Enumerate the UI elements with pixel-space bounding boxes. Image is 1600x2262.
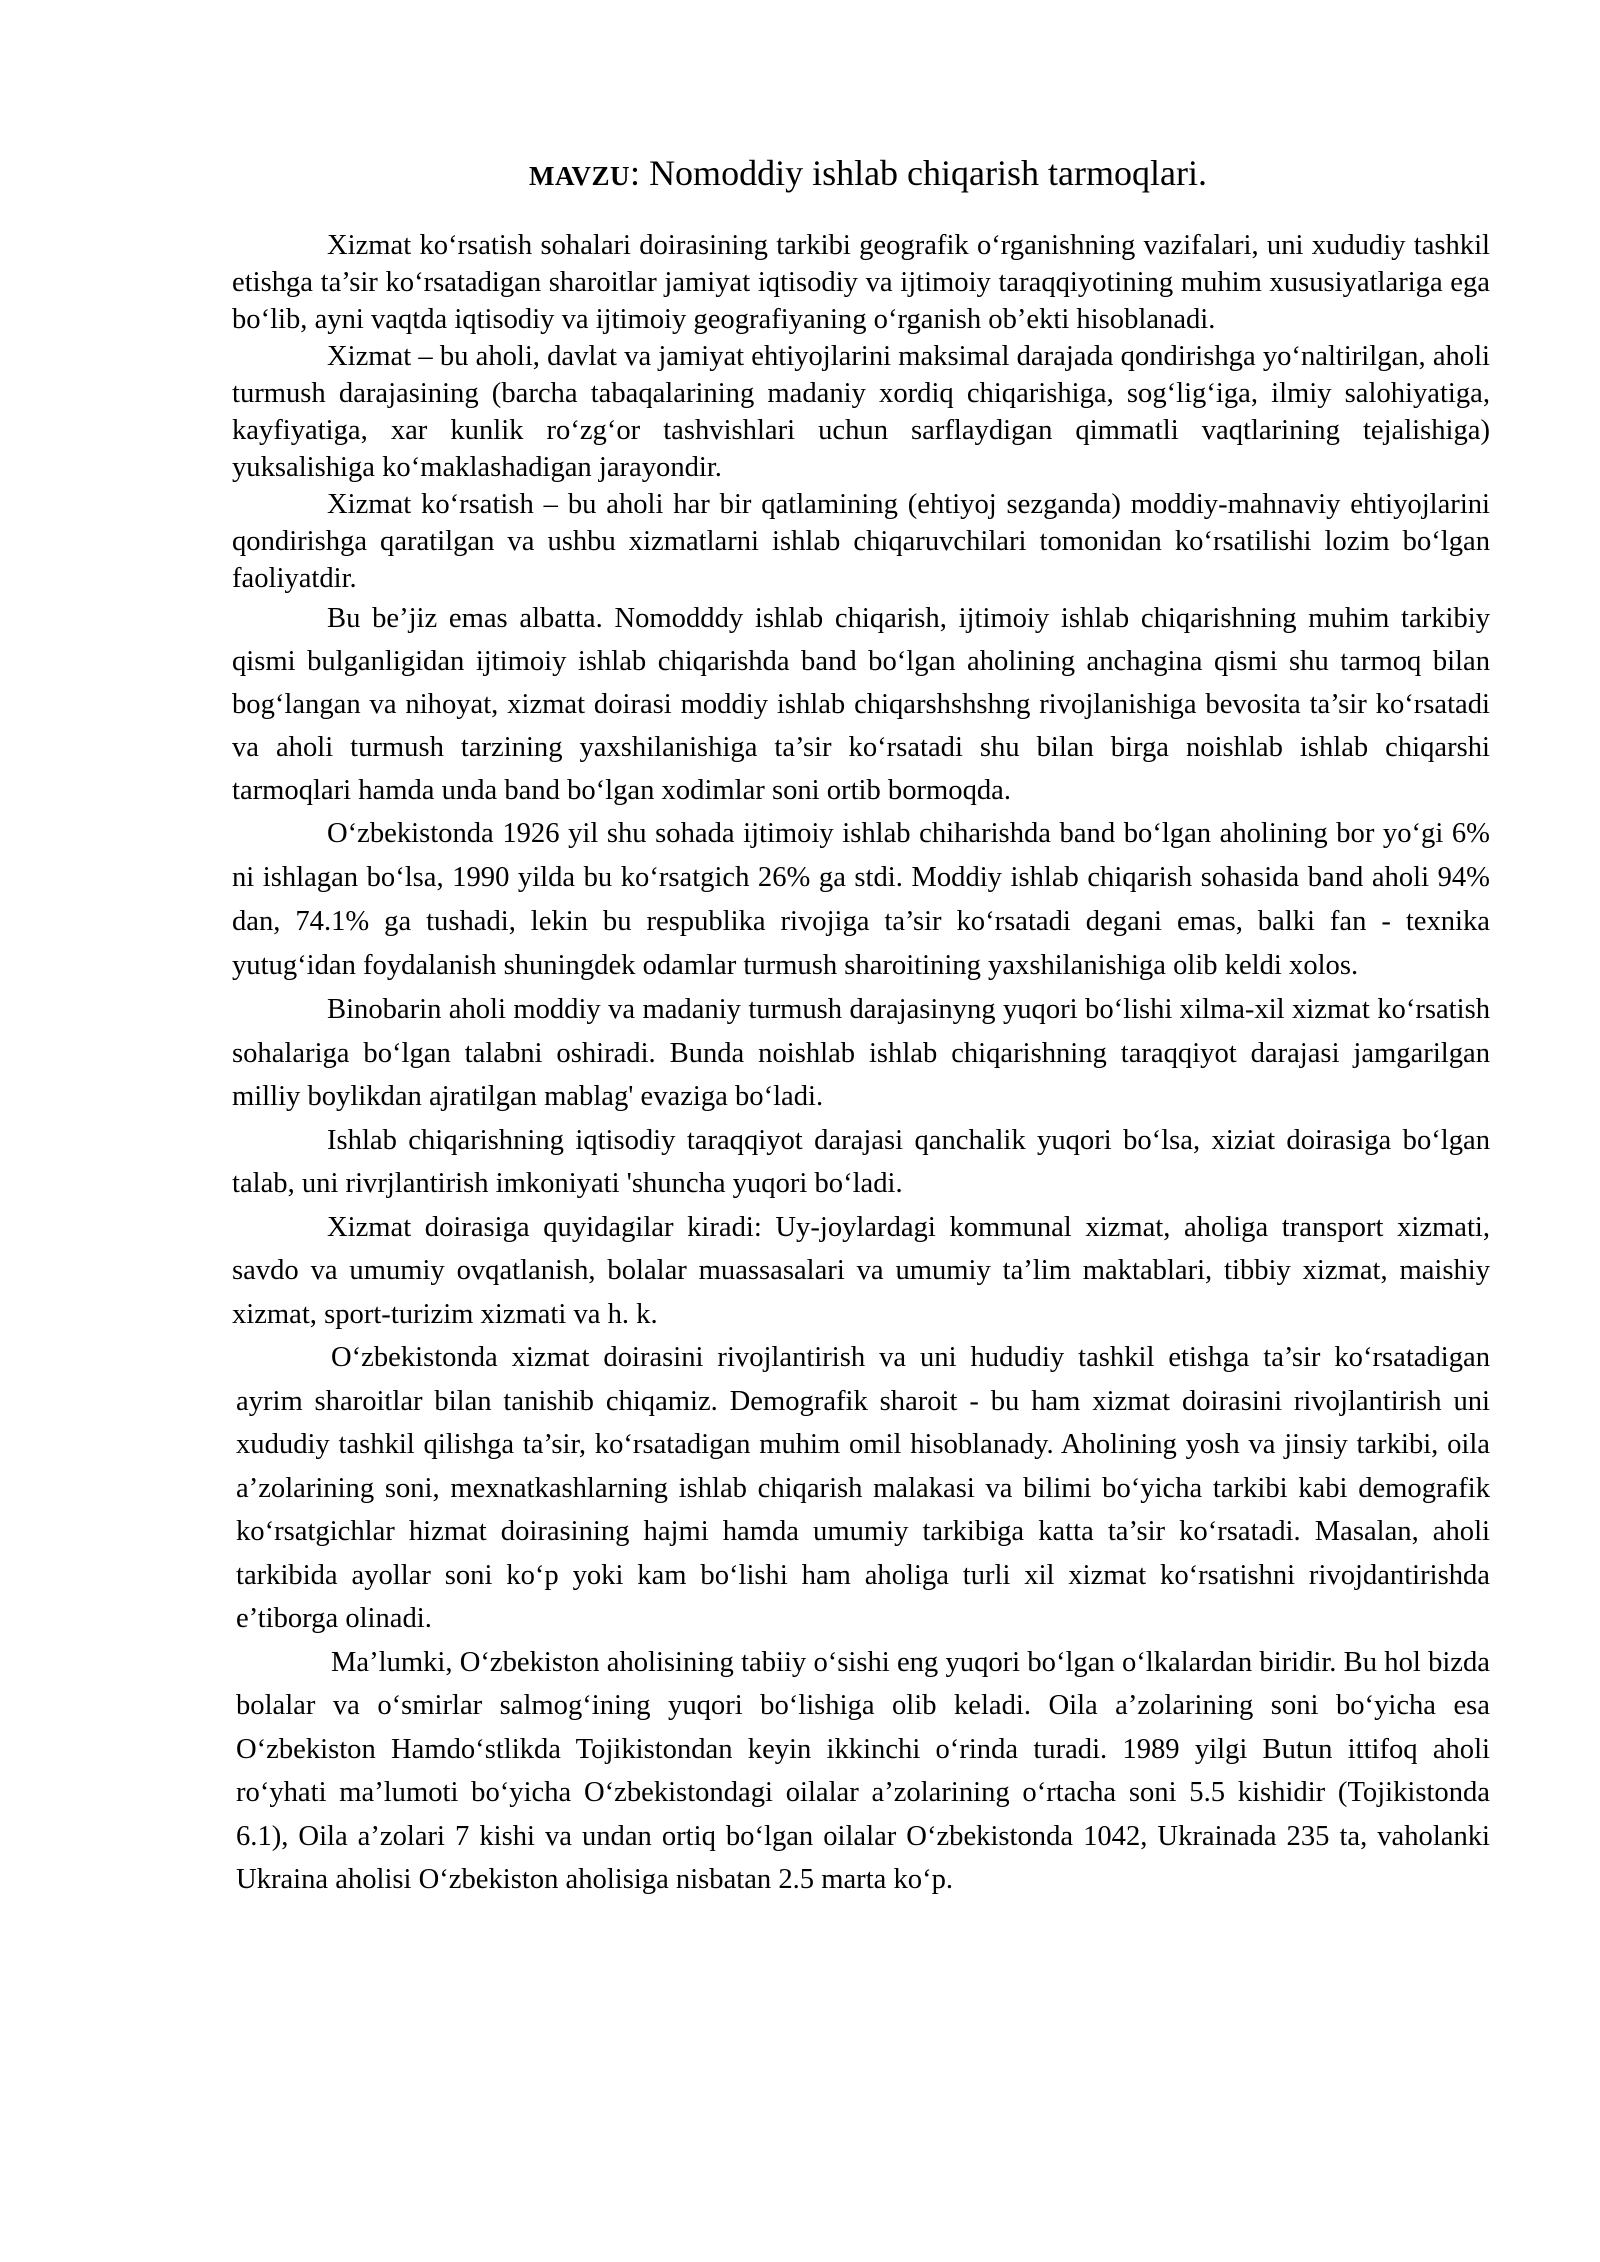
paragraph-3: Xizmat ko‘rsatish – bu aholi har bir qatlamining (ehtiyoj sezganda) moddiy-mahnaviy ehtiyojlarini qondirishga qaratilgan va ushbu xizmatlarni ishlab chiqaruvchilari tomonidan ko‘rsatilishi lozim bo‘lgan faoliyatdir.: [232, 489, 1490, 594]
page-title: [232, 150, 1490, 199]
paragraph-7: Ishlab chiqarishning iqtisodiy taraqqiyot darajasi qanchalik yuqori bo‘lsa, xiziat doirasiga bo‘lgan talab, uni rivrjlantirish imkoniyati 'shuncha yuqori bo‘ladi.: [232, 1124, 1490, 1199]
paragraph-10: Ma’lumki, O‘zbekiston aholisining tabiiy o‘sishi eng yuqori bo‘lgan o‘lkalardan biridir. Bu hol bizda bolalar va o‘smirlar salmog‘ining yuqori bo‘lishiga olib keladi. Oila a’zolarining soni bo‘yicha esa O‘zbekiston Hamdo‘stlikda Tojikistondan keyin ikkinchi o‘rinda turadi. 1989 yilgi Butun ittifoq aholi ro‘yhati ma’lumoti bo‘yicha O‘zbekistondagi oilalar a’zolarining o‘rtacha soni 5.5 kishidir (Tojikistonda 6.1), Oila a’zolari 7 kishi va undan ortiq bo‘lgan oilalar O‘zbekistonda 1042, Ukrainada 235 ta, vaholanki Ukraina aholisi O‘zbekiston aholisiga nisbatan 2.5 marta ko‘p.: [236, 1646, 1490, 1895]
title-colon: :: [630, 153, 641, 193]
title-text: Nomoddiy ishlab chiqarish tarmoqlari.: [640, 153, 1207, 193]
paragraph-2: Xizmat – bu aholi, davlat va jamiyat ehtiyojlarini maksimal darajada qondirishga yo‘naltirilgan, aholi turmush darajasining (barcha tabaqalarining madaniy xordiq chiqarishiga, sog‘lig‘iga, ilmiy salohiyatiga, kayfiyatiga, xar kunlik ro‘zg‘or tashvishlari uchun sarflaydigan qimmatli vaqtlarining tejalishiga) yuksalishiga ko‘maklashadigan jarayondir.: [232, 341, 1490, 483]
paragraph-8: Xizmat doirasiga quyidagilar kiradi: Uy-joylardagi kommunal xizmat, aholiga transport xizmati, savdo va umumiy ovqatlanish, bolalar muassasalari va umumiy ta’lim maktablari, tibbiy xizmat, maishiy xizmat, sport-turizim xizmati va h. k.: [232, 1211, 1490, 1330]
paragraph-5: O‘zbekistonda 1926 yil shu sohada ijtimoiy ishlab chiharishda band bo‘lgan aholining bor yo‘gi 6% ni ishlagan bo‘lsa, 1990 yilda bu ko‘rsatgich 26% ga stdi. Moddiy ishlab chiqarish sohasida band aholi 94% dan, 74.1% ga tushadi, lekin bu respublika rivojiga ta’sir ko‘rsatadi degani emas, balki fan - texnika yutug‘idan foydalanish shuningdek odamlar turmush sharoitining yaxshilanishiga olib keldi xolos.: [232, 818, 1490, 981]
title-label: MAVZU: [529, 161, 631, 191]
paragraph-1: Xizmat ko‘rsatish sohalari doirasining tarkibi geografik o‘rganishning vazifalari, uni xududiy tashkil etishga ta’sir ko‘rsatadigan sharoitlar jamiyat iqtisodiy va ijtimoiy taraqqiyotining muhim xususiyatlariga ega bo‘lib, ayni vaqtda iqtisodiy va ijtimoiy geografiyaning o‘rganish ob’ekti hisoblanadi.: [232, 230, 1490, 335]
paragraph-6: Binobarin aholi moddiy va madaniy turmush darajasinyng yuqori bo‘lishi xilma-xil xizmat ko‘rsatish sohalariga bo‘lgan talabni oshiradi. Bunda noishlab ishlab chiqarishning taraqqiyot darajasi jamgarilgan milliy boylikdan ajratilgan mablag' evaziga bo‘ladi.: [232, 994, 1490, 1112]
paragraph-4: Bu be’jiz emas albatta. Nomodddy ishlab chiqarish, ijtimoiy ishlab chiqarishning muhim tarkibiy qismi bulganligidan ijtimoiy ishlab chiqarishda band bo‘lgan aholining anchagina qismi shu tarmoq bilan bog‘langan va nihoyat, xizmat doirasi moddiy ishlab chiqarshshshng rivojlanishiga bevosita ta’sir ko‘rsatadi va aholi turmush tarzining yaxshilanishiga ta’sir ko‘rsatadi shu bilan birga noishlab ishlab chiqarshi tarmoqlari hamda unda band bo‘lgan xodimlar soni ortib bormoqda.: [232, 603, 1490, 806]
document-page: [232, 150, 1490, 1902]
paragraph-9: O‘zbekistonda xizmat doirasini rivojlantirish va uni hududiy tashkil etishga ta’sir ko‘rsatadigan ayrim sharoitlar bilan tanishib chiqamiz. Demografik sharoit - bu ham xizmat doirasini rivojlantirish uni xududiy tashkil qilishga ta’sir, ko‘rsatadigan muhim omil hisoblanady. Aholining yosh va jinsiy tarkibi, oila a’zolarining soni, mexnatkashlarning ishlab chiqarish malakasi va bilimi bo‘yicha tarkibi kabi demografik ko‘rsatgichlar hizmat doirasining hajmi hamda umumiy tarkibiga katta ta’sir ko‘rsatadi. Masalan, aholi tarkibida ayollar soni ko‘p yoki kam bo‘lishi ham aholiga turli xil xizmat ko‘rsatishni rivojdantirishda e’tiborga olinadi.: [236, 1342, 1490, 1634]
